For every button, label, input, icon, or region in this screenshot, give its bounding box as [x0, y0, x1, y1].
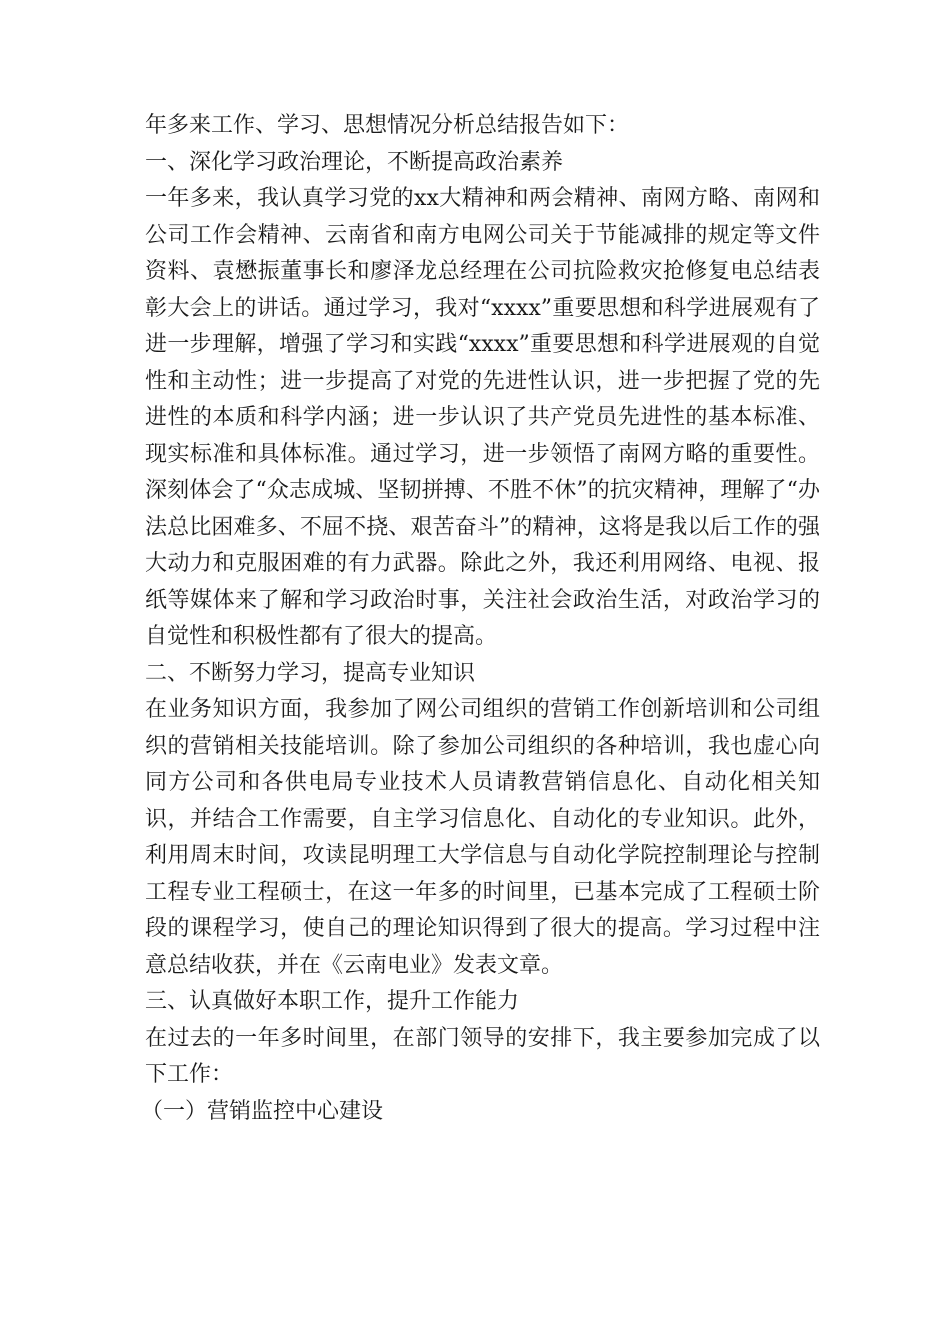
section-2-paragraph: 在业务知识方面，我参加了网公司组织的营销工作创新培训和公司组织的营销相关技能培训。除了参加公司组织的各种培训，我也虚心向同方公司和各供电局专业技术人员请教营销信息化、自动化相关知识，并结合工作需要，自主学习信息化、自动化的专业知识。此外，利用周末时间，攻读昆明理工大学信息与自动化学院控制理论与控制工程专业工程硕士，在这一年多的时间里，已基本完成了工程硕士阶段的课程学习，使自己的理论知识得到了很大的提高。学习过程中注意总结收获，并在《云南电业》发表文章。 [145, 697, 820, 978]
section-2-heading: 二、不断努力学习，提高专业知识 [145, 660, 476, 686]
section-3-heading: 三、认真做好本职工作，提升工作能力 [145, 989, 520, 1014]
section-1-heading: 一、深化学习政治理论，不断提高政治素养 [145, 149, 564, 175]
document-body [141, 108, 820, 1130]
section-1-paragraph: 一年多来，我认真学习党的xx大精神和两会精神、南网方略、南网和公司工作会精神、云南省和南方电网公司关于节能减排的规定等文件资料、袁懋振董事长和廖泽龙总经理在公司抗险救灾抢修复电总结表彰大会上的讲话。通过学习，我对“xxxx”重要思想和科学进展观有了进一步理解，增强了学习和实践“xxxx”重要思想和科学进展观的自觉性和主动性；进一步提高了对党的先进性认识，进一步把握了党的先进性的本质和科学内涵；进一步认识了共产党员先进性的基本标准、现实标准和具体标准。通过学习，进一步领悟了南网方略的重要性。深刻体会了“众志成城、坚韧拼搏、不胜不休”的抗灾精神，理解了“办法总比困难多、不屈不挠、艰苦奋斗”的精神，这将是我以后工作的强大动力和克服困难的有力武器。除此之外，我还利用网络、电视、报纸等媒体来了解和学习政治时事，关注社会政治生活，对政治学习的自觉性和积极性都有了很大的提高。 [145, 186, 820, 649]
intro-line: 年多来工作、学习、思想情况分析总结报告如下： [145, 113, 630, 138]
section-3-paragraph: 在过去的一年多时间里，在部门领导的安排下，我主要参加完成了以下工作： [145, 1025, 820, 1087]
section-3-subheading: （一）营销监控中心建设 [141, 1098, 384, 1124]
